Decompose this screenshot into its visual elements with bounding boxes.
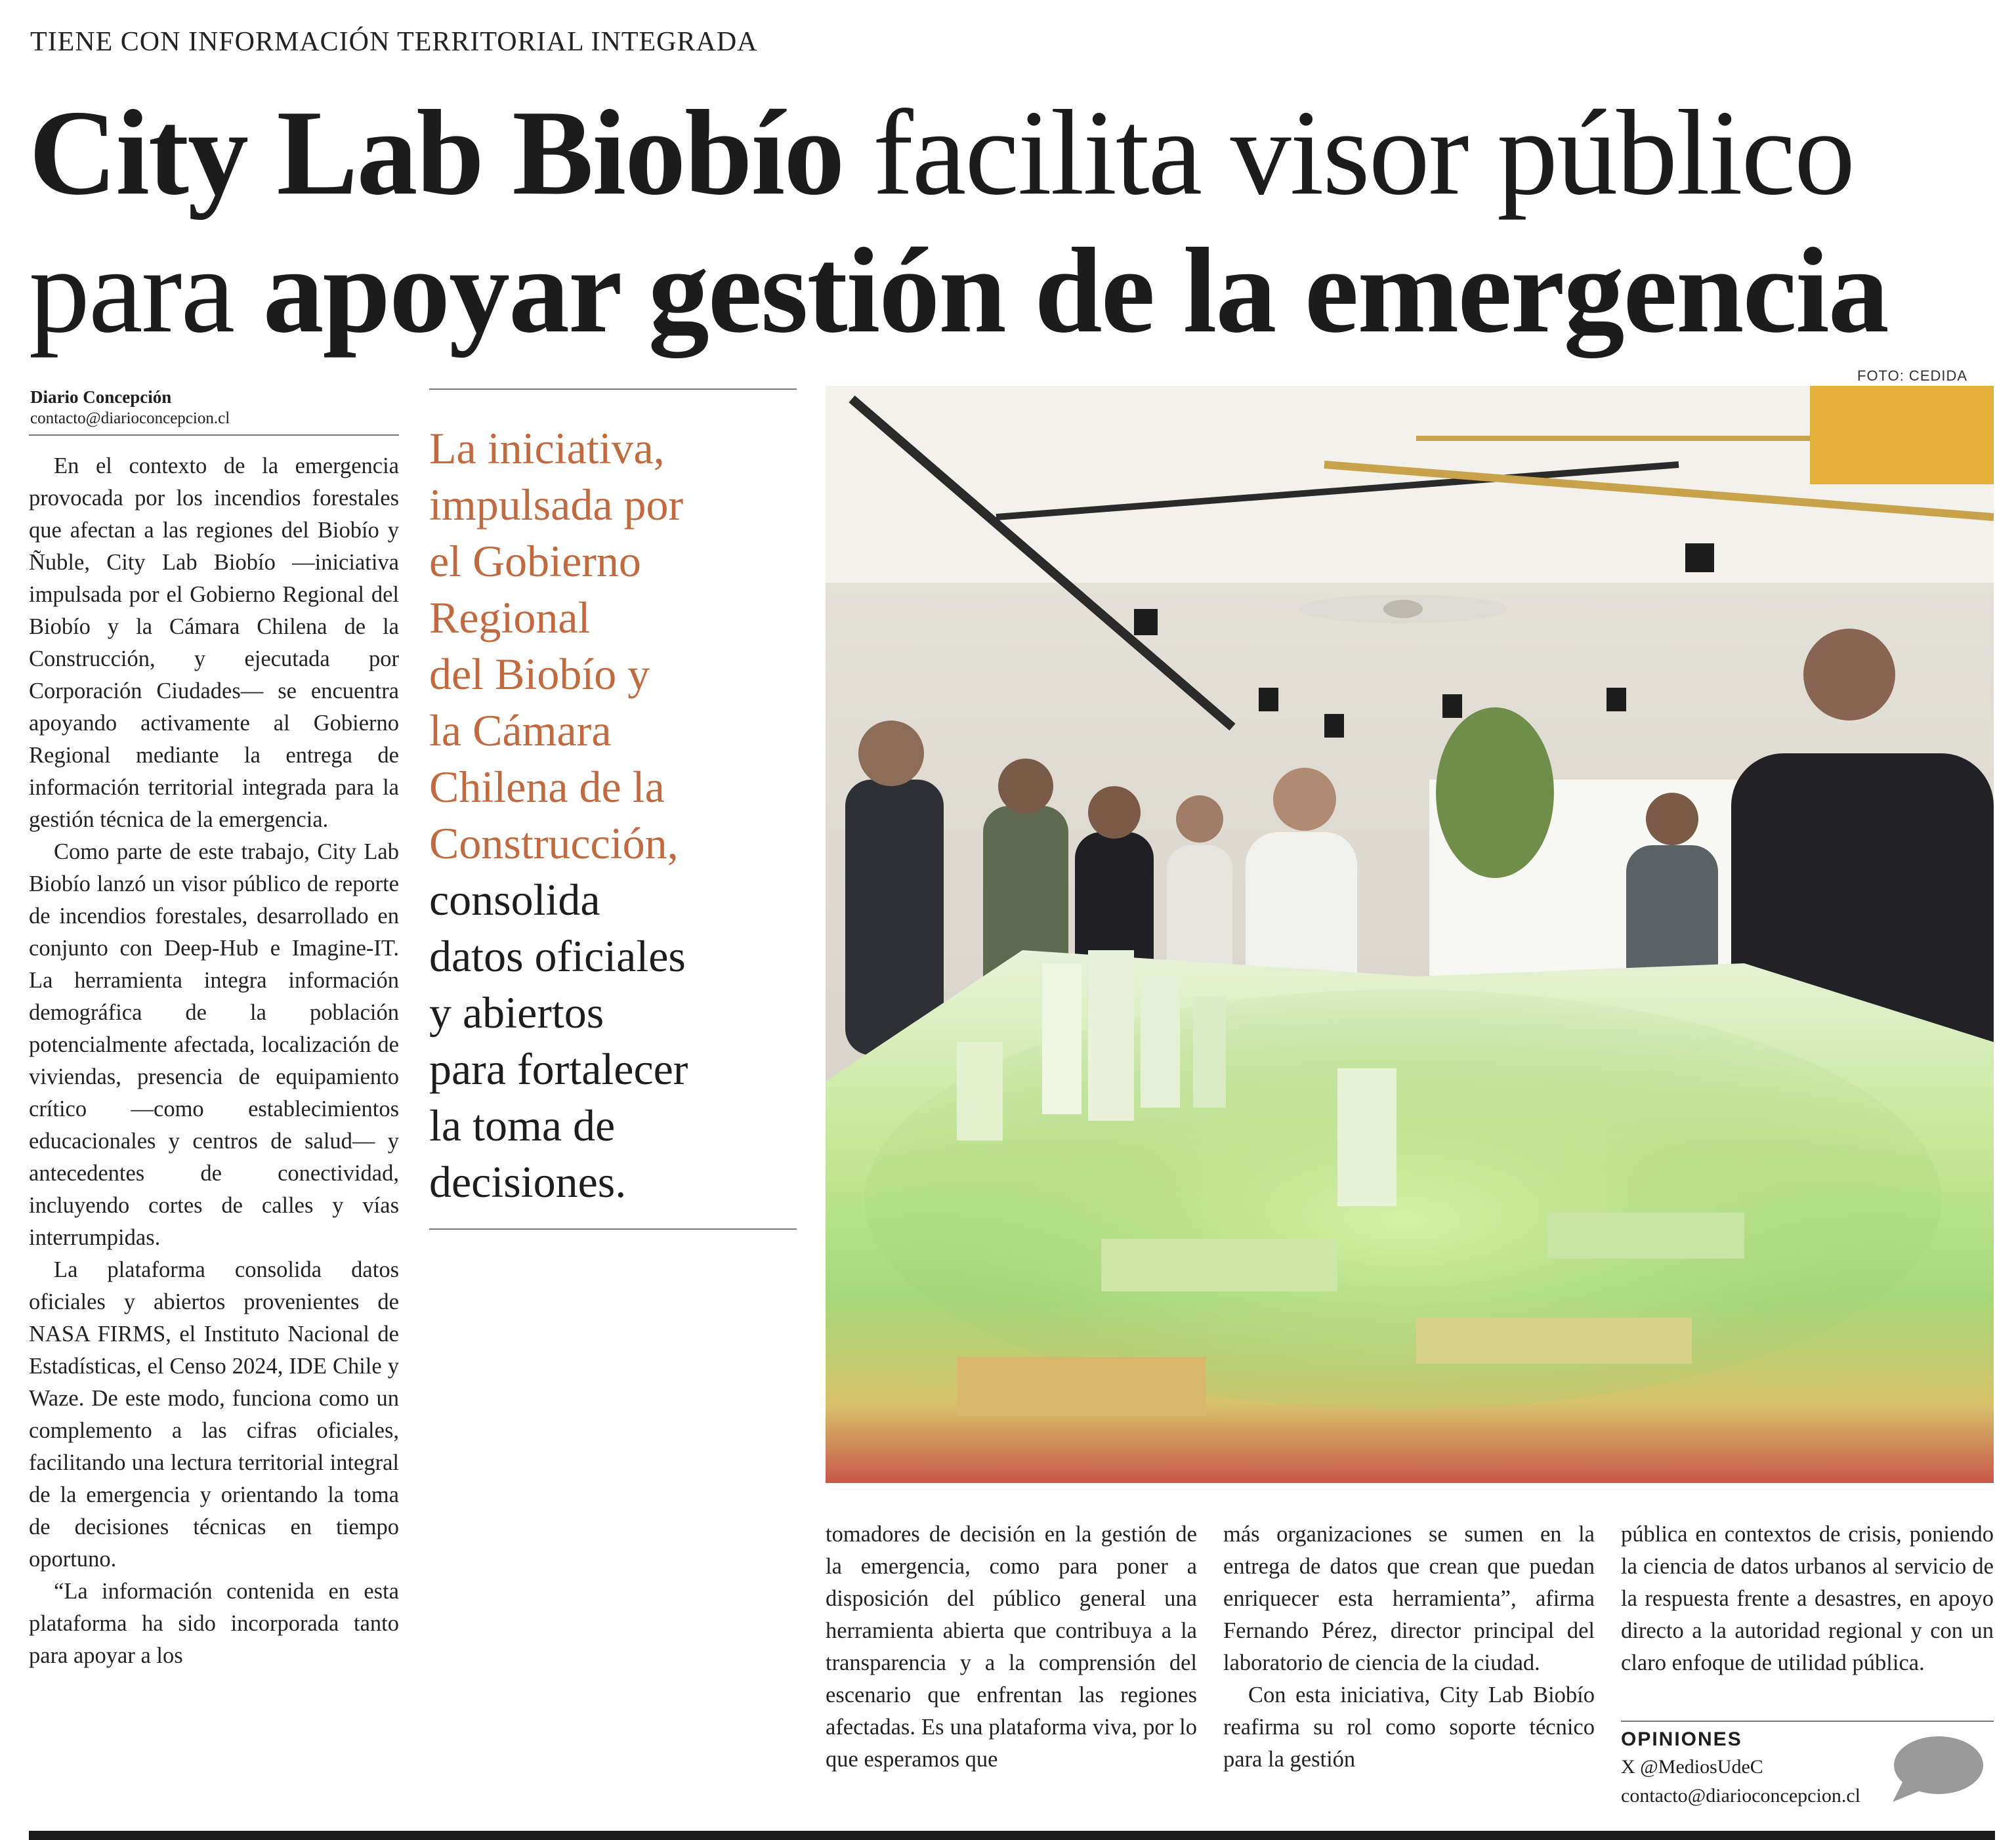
pullquote-line: La iniciativa, xyxy=(429,423,665,473)
pullquote-line: el Gobierno xyxy=(429,536,641,586)
byline-email: contacto@diarioconcepcion.cl xyxy=(30,409,230,427)
pullquote-top-rule xyxy=(429,388,797,390)
paragraph: más organizaciones se sumen en la entrega de datos que crean que puedan enriquecer esta herramienta”, afirma Fernando Pérez, director principal del laboratorio de ciencia de la ciudad. xyxy=(1223,1522,1595,1675)
pullquote-line: la toma de xyxy=(429,1100,616,1150)
body-column-1 xyxy=(29,450,399,1672)
pullquote-line: Regional xyxy=(429,593,591,642)
byline-name: Diario Concepción xyxy=(30,387,172,407)
body-column-5 xyxy=(1621,1518,1994,1679)
pullquote xyxy=(429,420,797,1210)
kicker: TIENE CON INFORMACIÓN TERRITORIAL INTEGRADA xyxy=(30,27,758,57)
body-column-4 xyxy=(1223,1518,1595,1776)
opiniones-rule xyxy=(1621,1721,1994,1722)
paragraph: En el contexto de la emergencia provocada por los incendios forestales que afectan a las regiones del Biobío y Ñuble, City Lab Biobío —iniciativa impulsada por el Gobierno Regional del Biobío y la Cámara Chilena de la Construcción, y ejecutada por Corporación Ciudades— se encuentra apoyando activamente al Gobierno Regional mediante la entrega de información territorial integrada para la gestión técnica de la emergencia. xyxy=(29,453,399,832)
byline-rule xyxy=(29,434,399,436)
bottom-bar xyxy=(29,1831,1995,1840)
article-photo xyxy=(826,386,1994,1483)
paragraph: La plataforma consolida datos oficiales y abiertos provenientes de NASA FIRMS, el Instituto Nacional de Estadísticas, el Censo 2024, IDE Chile y Waze. De este modo, funciona como un complemento a las cifras oficiales, facilitando una lectura territorial integral de la emergencia y orientando la toma de decisiones técnicas en tiempo oportuno. xyxy=(29,1257,399,1572)
paragraph: Como parte de este trabajo, City Lab Biobío lanzó un visor público de reporte de incendios forestales, desarrollado en conjunto con Deep-Hub e Imagine-IT. La herramienta integra información demográfica de la población potencialmente afectada, localización de viviendas, presencia de equipamiento crítico —como establecimientos educacionales y centros de salud— y antecedentes de conectividad, incluyendo cortes de calles y vías interrumpidas. xyxy=(29,839,399,1250)
headline-bold-1: City Lab Biobío xyxy=(29,85,844,220)
pullquote-line: y abiertos xyxy=(429,988,604,1037)
headline xyxy=(29,84,1998,360)
headline-light-1: facilita visor público xyxy=(843,85,1855,220)
pullquote-line: consolida xyxy=(429,875,600,925)
opiniones-handle: X @MediosUdeC xyxy=(1621,1756,1763,1778)
pullquote-line: para fortalecer xyxy=(429,1044,688,1094)
photo-credit: FOTO: CEDIDA xyxy=(1857,367,1968,384)
opiniones-title: OPINIONES xyxy=(1621,1728,1742,1750)
speech-bubble-icon xyxy=(1887,1734,1986,1806)
pullquote-line: Chilena de la xyxy=(429,762,665,812)
body-column-3 xyxy=(826,1518,1197,1776)
pullquote-line: la Cámara xyxy=(429,705,612,755)
pullquote-line: datos oficiales xyxy=(429,931,686,981)
pullquote-line: decisiones. xyxy=(429,1157,627,1207)
pullquote-line: Construcción, xyxy=(429,818,679,868)
pullquote-line: impulsada por xyxy=(429,480,684,530)
headline-light-2: para xyxy=(29,223,263,358)
paragraph: pública en contextos de crisis, poniendo la ciencia de datos urbanos al servicio de la respuesta frente a desastres, en apoyo directo a la autoridad regional y con un claro enfoque de utilidad pública. xyxy=(1621,1522,1994,1675)
paragraph: tomadores de decisión en la gestión de la emergencia, como para poner a disposición del público general una herramienta abierta que contribuya a la transparencia y a la comprensión del escenario que enfrentan las regiones afectadas. Es una plataforma viva, por lo que esperamos que xyxy=(826,1522,1197,1772)
paragraph: Con esta iniciativa, City Lab Biobío reafirma su rol como soporte técnico para la gestión xyxy=(1223,1683,1595,1772)
pullquote-bottom-rule xyxy=(429,1228,797,1230)
photo-illustration xyxy=(826,386,1994,1483)
opiniones-email: contacto@diarioconcepcion.cl xyxy=(1621,1785,1860,1807)
paragraph: “La información contenida en esta plataforma ha sido incorporada tanto para apoyar a los xyxy=(29,1579,399,1668)
pullquote-line: del Biobío y xyxy=(429,649,650,699)
headline-bold-2: apoyar gestión de la emergencia xyxy=(262,223,1888,358)
